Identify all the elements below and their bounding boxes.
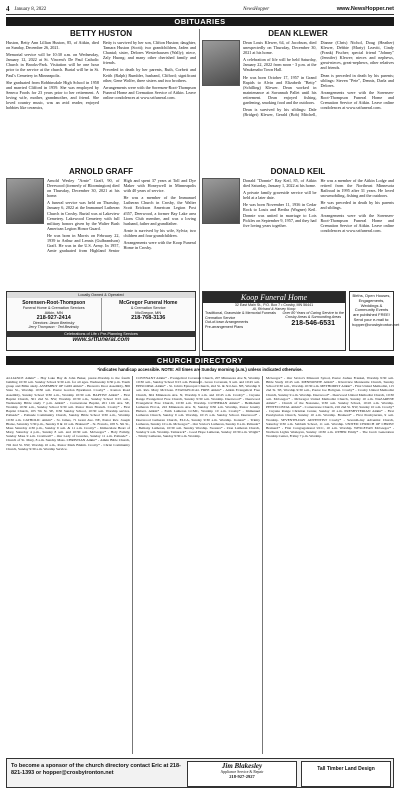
church-directory-banner: CHURCH DIRECTORY [6,356,394,365]
timber-ad: Tall Timber Land Design [301,761,391,787]
masthead-name: NewsHopper [243,6,270,12]
koop-service-3: Pre-arrangement Plans [205,324,244,329]
locally-owned-banner: Locally Owned & Operated [7,292,195,298]
celebration-banner: Celebrations of Life • Pre-Planning Services [7,331,195,337]
directory-note: *indicates handicap accessible. NOTE: All times are Sunday morning (a.m.) unless indicated otherwise. [97,367,303,372]
sponsor-text: To become a sponsor of the church directory contact Eric at 218-821-1393 or hopper@crosbyironton.net [11,763,181,776]
obit-betty: BETTY HUSTON Huston, Betty Ann Lillian Huston, 85, of Aitkin, died on Sunday, December 26, 2021. Memorial service will be 10:30 a.m. on Wednesday, January 12, 2022 at St. Vincent's De Paul Catholic Church in Brooks-Park. Visitation will be one hour prior to the service at the church. Burial will be in St. Paul's Cemetery in Minneapolis. She graduated from Robbinsdale High School in 1958 and married Clifford in 1959. She was employed by Seneca Foods for 23 years prior to her retirement. A loving wife, mother, grandmother, and friend. She loved country music, was an avid reader, enjoyed hobbies like ceramics, Betty is survived by her son, Clifton Huston; daughter, Tamara Huston (Scott); two grandchildren, Jaden and Chantal; sister, Delores Westerhausen (Wally); niece, Zaly Huong; and many other cherished family and friends. Preceded in death by her parents, Ruth, Corbett and Keith (Ralph) Rumbler, husband, Clifford; significant other, Gene Wolfer, three sisters and two brothers. Arrangements were with the Sorensen-Root-Thompson Funeral Home and Cremation Service of Aitkin. Leave online condolences at www.srtfuneral.com. [6,29,196,111]
column-divider [262,376,263,754]
obit-name: DEAN KLEWER [268,29,328,38]
sponsor-footer [6,758,394,788]
column-divider [132,376,133,754]
births-notice-ad: Births, Open Houses, Engagements, Weddings & Community Events are published FREE! Send your e-mail to: hopper@crosbyironton.net [349,291,394,351]
arnold-photo [6,178,44,224]
koop-service-1: Cremation Service [205,315,236,320]
koop-service-0: Traditional, Graveside & Memorial Funerals [205,311,276,315]
dean-photo [202,40,240,86]
obit-donald: DONALD KEIL Donald "Donnie" Ray Keil, 85, of Aitkin died Saturday, January 1, 2022 at his home. A private family graveside service will be held at a later date. He was born November 11, 1936 in Cedar Rock to Louis and Bertha (Wagner) Keil. Donnie was united in marriage to Lois Pickles on September 9, 1957, and they had five loving years together. He was a member of the Aitkin Lodge and retired from the Northeast Minnesota Railroad in 1995 after 31 years. He loved snowmobiling, fishing and the outdoors. He was preceded in death by his parents and siblings. Arrangements were with the Sorensen-Root-Thompson Funeral Home and Cremation Service of Aitkin. Leave online condolences at www.srtfuneral.com. [202,167,394,287]
page-number: 4 [6,5,10,13]
blakesley-ad: Jim Blakesley Appliance Service & Repair 218-927-2927 [187,761,297,787]
obit-dean: DEAN KLEWER Dean Louis Klewer, 64, of Jacobson, died unexpectedly on Thursday, December 30, 2021 at his home. A celebration of life will be held Saturday, January 22, 2022 from noon - 3 p.m. at the Waukenabo Town Hall. He was born October 17, 1957 in Grand Rapids to Alvin and Elizabeth "Betty" (Schilling) Klewer. Dean worked in maintenance at Savannah Pallet until his retirement. Dean enjoyed fishing, gardening, smoking food and the outdoors. Dean is survived by his siblings: Dale (Bridget) Klewer, Gerald (Bob) Mitchell, Dianne (Chris) Nichol, Doug (Heather) Klewer, Debbie (Marty) Leavitt, Cindy (Frank) Fischer; special friend "Johnny" (Jennifer) Klewer; nieces and nephews, great-nieces, great-nephews, other relatives and friends. Dean is preceded in death by his parents; siblings: Steven "Pete", Dennis, Darla and Delores. Arrangements were with the Sorensen-Root-Thompson Funeral Home and Cremation Service of Aitkin. Leave online condolences at www.srtfuneral.com. [202,29,394,164]
donald-photo [202,178,240,224]
obituaries-banner: OBITUARIES [6,17,394,26]
obit-name: ARNOLD GRAFF [69,167,133,176]
masthead-date: January 8, 2022 [14,6,47,12]
directory-col-3: McGregor* - Our Savior's Missouri Synod, Pastor Joshua Frankel, Worship 9:30 a.m. Bible Study 10:45 a.m. MENNONITE Aitkin* - Riverview Mennonite Church, Sunday School 9:30 a.m., Worship 10:30 a.m. METHODIST Aitkin* - First United Methodist, 115 2nd St. SE, Worship 9:30 a.m., Pastor Joe Holtgren. Crosby* - Crosby United Methodist Church, Sunday 9 a.m. Worship. Deerwood* - Deerwood United Methodist Church, 10:30 a.m. McGregor* - McGregor United Methodist Church, Sunday 10 a.m. NAZARENE Aitkin* - Church of the Nazarene, 9:30 a.m. Sunday School, 10:45 a.m. Worship. PENTECOSTAL Aitkin* - Cornerstone Church, 216 2nd St. NW, Sunday 10 a.m. Crosby* - Cuyuna Range Christian Center, Sunday 10 a.m. PRESBYTERIAN Aitkin* - First Presbyterian Church, Sunday 10 a.m. Worship. Brainerd* - First Presbyterian, 9 a.m. Worship. SEVENTH-DAY ADVENTIST Crosby* - Seventh-day Adventist Church, Saturday 9:30 a.m. Sabbath School, 11 a.m. Worship. UNITED CHURCH OF CHRIST Brainerd* - First Congregational UCC, 10 a.m. Worship. WESLEYAN McGregor* - Northern Lights Wesleyan, Sunday 10:30 a.m. OTHER Emily* - The Jacob Generation Worship Center, Friday 7 p.m. Worship. [266,376,394,439]
page-header [6,4,394,15]
directory-col-1: ALLIANCE Aitkin* - Hay Lake Bay & John Baker, pastor-Worship is the fourth building 10:30 a.m. Sunday School 9:30 a.m. for all ages. Wednesday 6:30 p.m. Youth group and Bible study. ASSEMBLY OF GOD Aitkin* - Heaven's Door Assembly, 806 State St., Worship 10:30 a.m. Pastor Gordon Bjorklund. Crosby* - Ironton Road Assembly, Sunday School 9:30 a.m., Worship 10:30 a.m. BAPTIST Aitkin* - First Baptist Church, 301 2nd St. NW, Worship 10:30 a.m., Sunday School 9:15 a.m., Wednesday Bible study 7 p.m. Aitkin* - Cornerstone Baptist, 201 11th Ave. SE, Worship 10:30 a.m., Sunday School 9:30 a.m. Pastor Dave Bratsch. Crosby* - First Baptist Church, 105 7th St. SE, 9:30 Sunday School, 10:30 a.m. Worship service. Palisade* - Palisade Community Church, Sunday Bible School 9:30 a.m., Worship 10:30 a.m. CATHOLIC Aitkin* - St. James, 71 Grant Ave. NE, Pastor Rev. Joseph Blaise, Saturday 5:30 p.m., Sunday 8 & 10 a.m. Brainerd* - St. Francis, 108 S. 5th St., Mass Saturday 4:30 p.m., Sunday 9 a.m. & 11 a.m. Crosby* - Immaculate Heart of Mary, Saturday 4 p.m., Sunday 8 a.m. and 10:30 a.m. McGregor* - Holy Family, Sunday Mass 9 a.m. Cromwell* - Our Lady of Lourdes, Sunday 11 a.m. Palisade* - Church of St. Mary, 8 a.m. Sunday Mass. CHRISTIAN Aitkin* - Aitkin Bible Church, 702 2nd St. NW, Worship 10 a.m., Pastor Mark Bluhm. Crosby* - Christ Community Church, Sunday 9:30 a.m. Worship Service. [6,376,130,451]
srt-url[interactable]: www.srtfuneral.com [72,337,130,343]
site-url[interactable]: www.NewsHopper.net [336,6,395,12]
column-divider [199,29,200,384]
obit-name: BETTY HUSTON [70,29,132,38]
koop-service-2: Out-of-town Arrangements [205,320,249,325]
koop-funeral-ad: Koop Funeral Home 32 East Main St., P.O. Box 7 • Crosby, MN 56441 Al, Richard & Harvey Koop Traditional, Graveside & Memorial Funerals Cremation Service Out-of-town Arrangements Pre-arrangement Plans Over 80 Years of Caring Service to the Crosby Areas & Surrounding Areas 218-546-6531 [202,291,346,351]
directory-col-2: COVENANT Aitkin* - Evangelical Covenant Church, 207 Minnesota Ave N, Worship 10:30 a.m., Sunday School 9:15 a.m. Brainerd - Grace Covenant, 9 a.m. and 10:45 a.m. EPISCOPAL Aitkin* - St. John's Episcopal Church, 2nd St. & 3rd Ave. NE, Worship 9 a.m. Rev. Mary McClean. EVANGELICAL FREE Aitkin* - Aitkin Evangelical Free Church, 604 Minnesota Ave. N, Worship 9 a.m. and 10:45 a.m. Crosby* - Cuyuna Range Evangelical Free Church, Sunday 9:30 a.m. Worship. Deerwood* - Deerwood Evangelical Free Church, 10:30 a.m. Worship. LUTHERAN Aitkin* - Bethlehem Lutheran ELCA, 222 Minnesota Ave. N, Sunday 9:30 a.m. Worship, Pastor Jeremy Hubert. Aitkin* - Faith Lutheran LCMC, Worship 10 a.m. Crosby* - Immanuel Lutheran Church, Sunday 9 a.m. Worship, 10:15 a.m. Sunday School. Deerwood* - Deerwood Lutheran Church, ELCA, Sunday 9:30 a.m. Worship. Ironton* - Trinity Lutheran, Sunday 10 a.m. McGregor* - Our Savior's Lutheran, Sunday 9 a.m. Palisade* - Bethany Lutheran, 10:30 a.m. Sunday Worship. Swatara* - Zion Lutheran Church, Sunday 9 a.m. Worship. Tamarack* - Good Hope Lutheran, Sunday 10:30 a.m. Wright* - Trinity Lutheran, Sunday 9:30 a.m. Worship. [136,376,260,439]
srt-funeral-ad: Locally Owned & Operated Sorensen-Root-Thompson Funeral Home & Cremation Services Aitkin, MN 218-927-2414 Directors: Jason Bezinsky Jerry Thompson · Ted Bezinsky McGregor Funeral Home & Cremation Service McGregor, MN 218-768-3136 Celebrations of Life • Pre-Planning Services www.srtfuneral.com [6,291,196,351]
obit-name: DONALD KEIL [270,167,326,176]
obit-arnold: ARNOLD GRAFF Arnold Wesley "Arnie" Graff, 90, of Deerwood (formerly of Bloomington) died on Thursday, December 30, 2021 at his home. A funeral service was held on Thursday, January 6, 2022 at the Immanuel Lutheran Church in Crosby. Burial was at Lakeview Cemetery. Lakewood Cemetery with full military honors given by the Walter Bush American Legion Honor Guard. He was born in Morris on February 22, 1939 to Arthur and Lennis (Gulbrandson) Graff. He was in the U.S. Army. In 1957, Arnie graduated from Highland Senior High and spent 37 years at Toll and Dye Maker with Honeywell in Minneapolis with 40 years of service. He was a member of the Immanuel Lutheran Church in Crosby, the Walter Scott Erickson American Legion Post #357, Deerwood, a former Bay Lake area Lions Club member, and was a loving husband, father and grandfather. Arnie is survived by his wife, Sylvia; two children and four grandchildren. Arrangements were with the Koop Funeral Home in Crosby. [6,167,196,287]
